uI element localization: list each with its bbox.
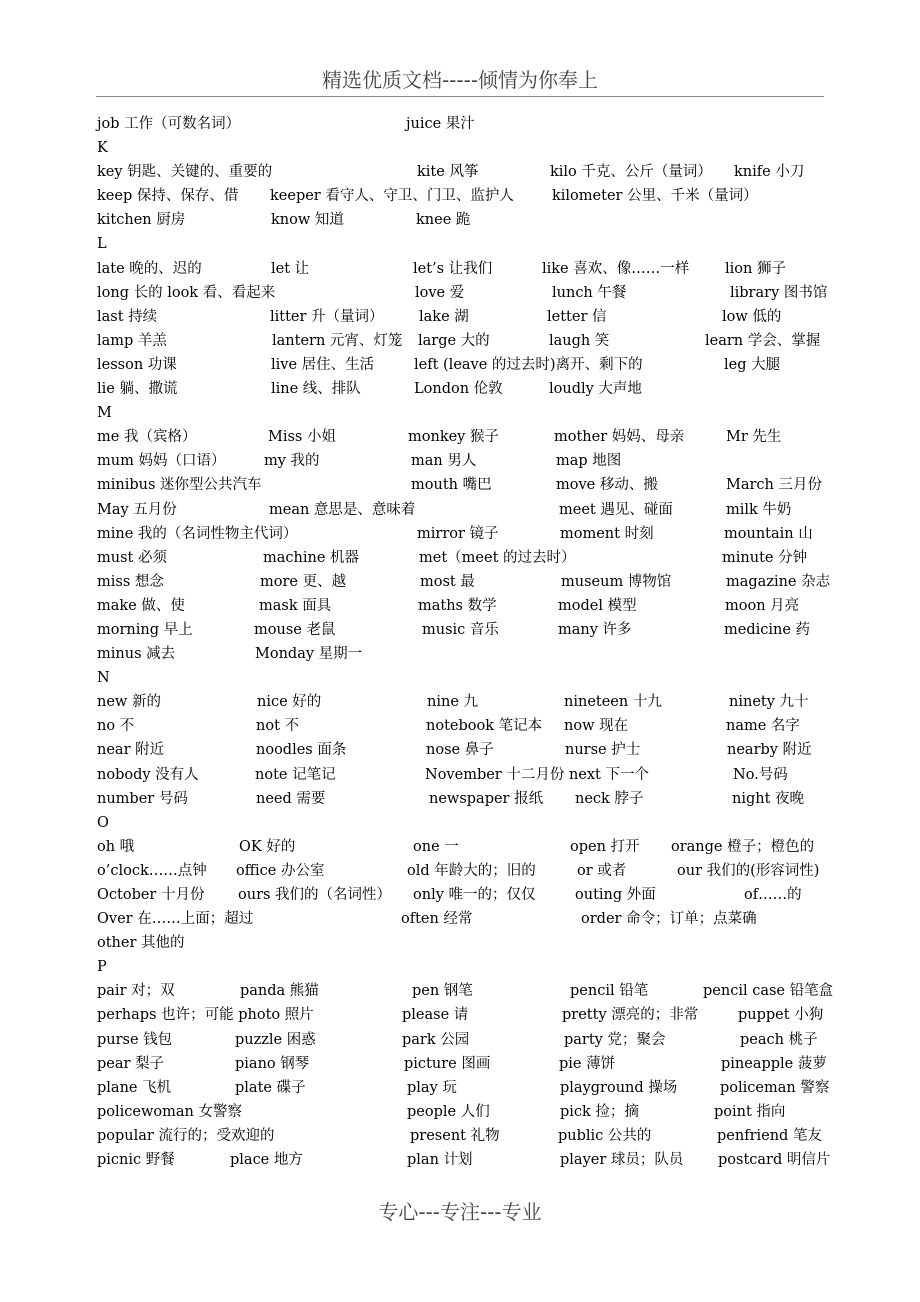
vocab-entry: learn 学会、掌握 [705,332,821,349]
vocab-entry: lantern 元宵、灯笼 [272,332,403,349]
vocab-entry: library 图书馆 [730,284,828,301]
vocab-row [97,425,832,449]
vocab-row [97,594,832,618]
vocab-entry: lunch 午餐 [552,284,627,301]
vocab-entry: present 礼物 [410,1127,500,1144]
vocab-entry: met（meet 的过去时） [419,549,576,566]
vocab-row [97,1052,832,1076]
vocab-entry: minute 分钟 [722,549,808,566]
vocab-entry: medicine 药 [724,621,811,638]
vocab-entry: picnic 野餐 [97,1152,175,1169]
vocab-entry: minus 减去 [97,646,176,663]
vocab-row [97,257,832,281]
vocabulary-list [97,112,832,1172]
vocab-entry: player 球员；队员 [560,1152,684,1169]
vocab-entry: panda 熊猫 [240,983,319,1000]
vocab-row [97,112,832,136]
vocab-entry: office 办公室 [236,862,325,879]
section-heading-row [97,955,832,979]
section-letter: K [97,140,108,157]
vocab-entry: pen 钢笔 [412,983,473,1000]
vocab-entry: meet 遇见、碰面 [559,501,673,518]
vocab-entry: machine 机器 [263,549,360,566]
vocab-entry: museum 博物馆 [561,573,672,590]
vocab-row [97,1148,832,1172]
section-letter: O [97,814,109,831]
vocab-entry: pencil 铅笔 [570,983,649,1000]
vocab-entry: litter 升（量词） [270,308,384,325]
vocab-entry: number 号码 [97,790,188,807]
vocab-entry: play 玩 [407,1079,457,1096]
vocab-entry: man 男人 [411,453,477,470]
vocab-entry: long 长的 look 看、看起来 [97,284,276,301]
section-heading-row [97,136,832,160]
vocab-entry: kitchen 厨房 [97,212,186,229]
vocab-entry: only 唯一的；仅仅 [413,887,536,903]
vocab-entry: kilo 千克、公斤（量词） [550,164,712,181]
vocab-entry: policeman 警察 [720,1079,830,1096]
vocab-entry: kite 风筝 [417,164,479,181]
section-letter: N [97,670,110,687]
vocab-entry: penfriend 笔友 [717,1127,822,1144]
vocab-entry: people 人们 [407,1103,490,1120]
vocab-entry: miss 想念 [97,573,164,590]
vocab-row [97,305,832,329]
vocab-entry: plan 计划 [407,1152,473,1169]
vocab-row [97,690,832,714]
vocab-entry: public 公共的 [558,1127,652,1144]
vocab-entry: puppet 小狗 [738,1007,824,1024]
vocab-row [97,329,832,353]
vocab-entry: London 伦敦 [414,381,503,398]
vocab-entry: live 居住、生活 [271,356,375,373]
vocab-entry: morning 早上 [97,621,193,638]
section-heading-row [97,666,832,690]
page-footer: 专心---专注---专业 [378,1200,542,1224]
vocab-entry: line 线、排队 [271,381,361,398]
vocab-entry: mouse 老鼠 [254,621,336,638]
vocab-entry: perhaps 也许；可能 photo 照片 [97,1007,314,1024]
section-letter: L [97,236,107,253]
vocab-entry: large 大的 [418,332,490,349]
vocab-entry: map 地图 [556,453,622,470]
vocab-entry: policewoman 女警察 [97,1103,242,1120]
page-header: 精选优质文档-----倾情为你奉上 [321,68,599,92]
vocab-entry: orange 橙子；橙色的 [671,838,815,855]
vocab-entry: music 音乐 [422,621,499,638]
vocab-entry: please 请 [402,1007,469,1024]
vocab-entry: name 名字 [726,718,800,735]
vocab-entry: one 一 [413,838,459,855]
vocab-entry: lamp 羊羔 [97,332,167,349]
vocab-entry: lake 湖 [419,308,469,325]
vocab-entry: mountain 山 [724,525,813,542]
vocab-entry: Mr 先生 [726,429,782,446]
vocab-entry: near 附近 [97,742,165,759]
vocab-entry: like 喜欢、像……一样 [542,260,690,277]
vocab-row [97,883,832,907]
vocab-entry: let 让 [271,260,310,277]
vocab-entry: nice 好的 [257,694,322,711]
vocab-entry: moment 时刻 [560,525,654,542]
vocab-entry: lesson 功课 [97,356,177,373]
vocab-entry: letter 信 [547,308,607,325]
vocab-entry: o’clock……点钟 [97,862,207,879]
vocab-entry: love 爱 [415,284,465,301]
vocab-row [97,1028,832,1052]
vocab-entry: park 公园 [402,1031,470,1048]
vocab-row [97,907,832,931]
vocab-entry: plane 飞机 [97,1079,172,1096]
vocab-entry: mean 意思是、意味着 [269,501,416,518]
vocab-entry: knee 跪 [416,212,471,229]
vocab-row [97,1100,832,1124]
vocab-entry: of……的 [744,887,802,903]
vocab-entry: newspaper 报纸 [429,790,544,807]
vocab-entry: left (leave 的过去时)离开、剩下的 [414,356,643,373]
section-heading-row [97,811,832,835]
vocab-entry: leg 大腿 [724,356,781,373]
vocab-row [97,618,832,642]
vocab-entry: no 不 [97,718,135,735]
vocab-entry: or 或者 [577,862,627,879]
header-divider [96,96,824,97]
vocab-entry: point 指向 [714,1103,786,1120]
vocab-entry: maths 数学 [418,597,497,614]
vocab-entry: oh 哦 [97,838,135,855]
vocab-row [97,642,832,666]
vocab-entry: nose 鼻子 [426,742,494,759]
vocab-entry: popular 流行的；受欢迎的 [97,1127,275,1144]
vocab-row [97,184,832,208]
section-letter: P [97,959,107,976]
vocab-entry: peach 桃子 [740,1031,818,1048]
vocab-row [97,859,832,883]
vocab-entry: order 命令；订单；点菜确 [581,911,757,928]
vocab-entry: pineapple 菠萝 [721,1055,827,1072]
vocab-entry: lion 狮子 [725,260,786,277]
vocab-entry: let’s 让我们 [413,260,493,277]
vocab-entry: place 地方 [230,1152,303,1169]
vocab-entry: minibus 迷你型公共汽车 [97,477,262,494]
vocab-entry: my 我的 [264,453,320,470]
vocab-entry: November 十二月份 next 下一个 [425,766,649,783]
vocab-row [97,570,832,594]
vocab-entry: mine 我的（名词性物主代词） [97,525,298,542]
section-heading-row [97,401,832,425]
vocab-entry: monkey 猴子 [408,429,499,446]
vocab-entry: our 我们的(形容词性) [677,862,820,879]
vocab-entry: kilometer 公里、千米（量词） [552,188,758,205]
vocab-entry: nobody 没有人 [97,766,199,783]
vocab-entry: mum 妈妈（口语） [97,453,226,470]
vocab-row [97,787,832,811]
vocab-entry: knife 小刀 [734,164,805,181]
vocab-entry: lie 躺、撒谎 [97,381,178,398]
vocab-entry: Over 在……上面；超过 [97,911,254,928]
vocab-entry: nine 九 [427,694,479,711]
vocab-entry: outing 外面 [575,887,656,903]
vocab-row [97,835,832,859]
vocab-row [97,546,832,570]
vocab-row [97,1124,832,1148]
vocab-entry: postcard 明信片 [718,1152,831,1169]
vocab-entry: purse 钱包 [97,1031,173,1048]
vocab-entry: job 工作（可数名词） [97,116,241,132]
vocab-entry: ours 我们的（名词性） [238,887,392,903]
vocab-entry: not 不 [256,718,300,735]
vocab-entry: Monday 星期一 [255,646,363,663]
vocab-row [97,353,832,377]
vocab-row [97,714,832,738]
vocab-row [97,377,832,401]
vocab-entry: pie 薄饼 [559,1055,616,1072]
vocab-entry: magazine 杂志 [726,573,831,590]
vocab-row [97,931,832,955]
vocab-entry: keep 保持、保存、借 [97,188,239,205]
vocab-entry: model 模型 [558,597,637,614]
vocab-entry: Miss 小姐 [268,429,336,446]
vocab-entry: other 其他的 [97,935,185,952]
vocab-row [97,1076,832,1100]
vocab-row [97,473,832,497]
vocab-entry: juice 果汁 [406,116,475,132]
vocab-entry: make 做、使 [97,597,185,614]
vocab-entry: plate 碟子 [235,1079,306,1096]
vocab-entry: know 知道 [271,212,344,229]
vocab-entry: ninety 九十 [729,694,809,711]
vocab-entry: keeper 看守人、守卫、门卫、监护人 [270,188,514,205]
vocab-row [97,979,832,1003]
vocab-entry: pair 对；双 [97,983,175,1000]
vocab-entry: me 我（宾格） [97,429,197,446]
vocab-entry: mirror 镜子 [417,525,499,542]
vocab-entry: late 晚的、迟的 [97,260,202,277]
vocab-entry: open 打开 [570,838,640,855]
vocab-entry: party 党；聚会 [564,1031,666,1048]
vocab-entry: moon 月亮 [725,597,800,614]
vocab-entry: pencil case 铅笔盒 [703,983,834,1000]
vocab-entry: last 持续 [97,308,158,325]
vocab-entry: nurse 护士 [565,742,641,759]
vocab-row [97,522,832,546]
vocab-entry: loudly 大声地 [549,381,642,398]
vocab-entry: move 移动、搬 [556,477,658,494]
vocab-row [97,160,832,184]
vocab-entry: neck 脖子 [575,790,644,807]
vocab-entry: pear 梨子 [97,1055,165,1072]
vocab-entry: May 五月份 [97,501,177,518]
vocab-entry: nineteen 十九 [564,694,662,711]
vocab-entry: milk 牛奶 [726,501,792,518]
vocab-row [97,208,832,232]
vocab-entry: new 新的 [97,694,161,711]
vocab-entry: key 钥匙、关键的、重要的 [97,164,273,181]
vocab-entry: night 夜晚 [732,790,805,807]
vocab-entry: No.号码 [733,766,788,783]
vocab-entry: old 年龄大的；旧的 [407,862,536,879]
section-heading-row [97,232,832,256]
section-letter: M [97,405,112,422]
vocab-entry: nearby 附近 [727,742,812,759]
vocab-entry: laugh 笑 [549,332,610,349]
vocab-entry: mouth 嘴巴 [411,477,492,494]
vocab-entry: noodles 面条 [256,742,347,759]
vocab-row [97,281,832,305]
vocab-entry: mask 面具 [259,597,332,614]
vocab-entry: note 记笔记 [255,766,336,783]
vocab-row [97,498,832,522]
vocab-row [97,1003,832,1027]
vocab-row [97,763,832,787]
vocab-entry: pick 捡；摘 [560,1103,639,1120]
vocab-row [97,449,832,473]
vocab-entry: picture 图画 [404,1055,491,1072]
vocab-entry: March 三月份 [726,477,822,494]
vocab-entry: piano 钢琴 [235,1055,310,1072]
vocab-entry: OK 好的 [239,838,296,855]
vocab-entry: October 十月份 [97,887,205,903]
vocab-entry: often 经常 [401,911,473,928]
vocab-entry: most 最 [420,573,475,590]
vocab-entry: now 现在 [564,718,629,735]
vocab-entry: pretty 漂亮的；非常 [562,1007,699,1024]
vocab-entry: many 许多 [558,621,632,638]
vocab-entry: need 需要 [256,790,326,807]
vocab-entry: more 更、越 [260,573,347,590]
vocab-entry: playground 操场 [560,1079,678,1096]
vocab-entry: must 必须 [97,549,167,566]
vocab-entry: low 低的 [722,308,782,325]
vocab-entry: mother 妈妈、母亲 [554,429,685,446]
vocab-row [97,738,832,762]
vocab-entry: puzzle 困惑 [235,1031,316,1048]
vocab-entry: notebook 笔记本 [426,718,543,735]
